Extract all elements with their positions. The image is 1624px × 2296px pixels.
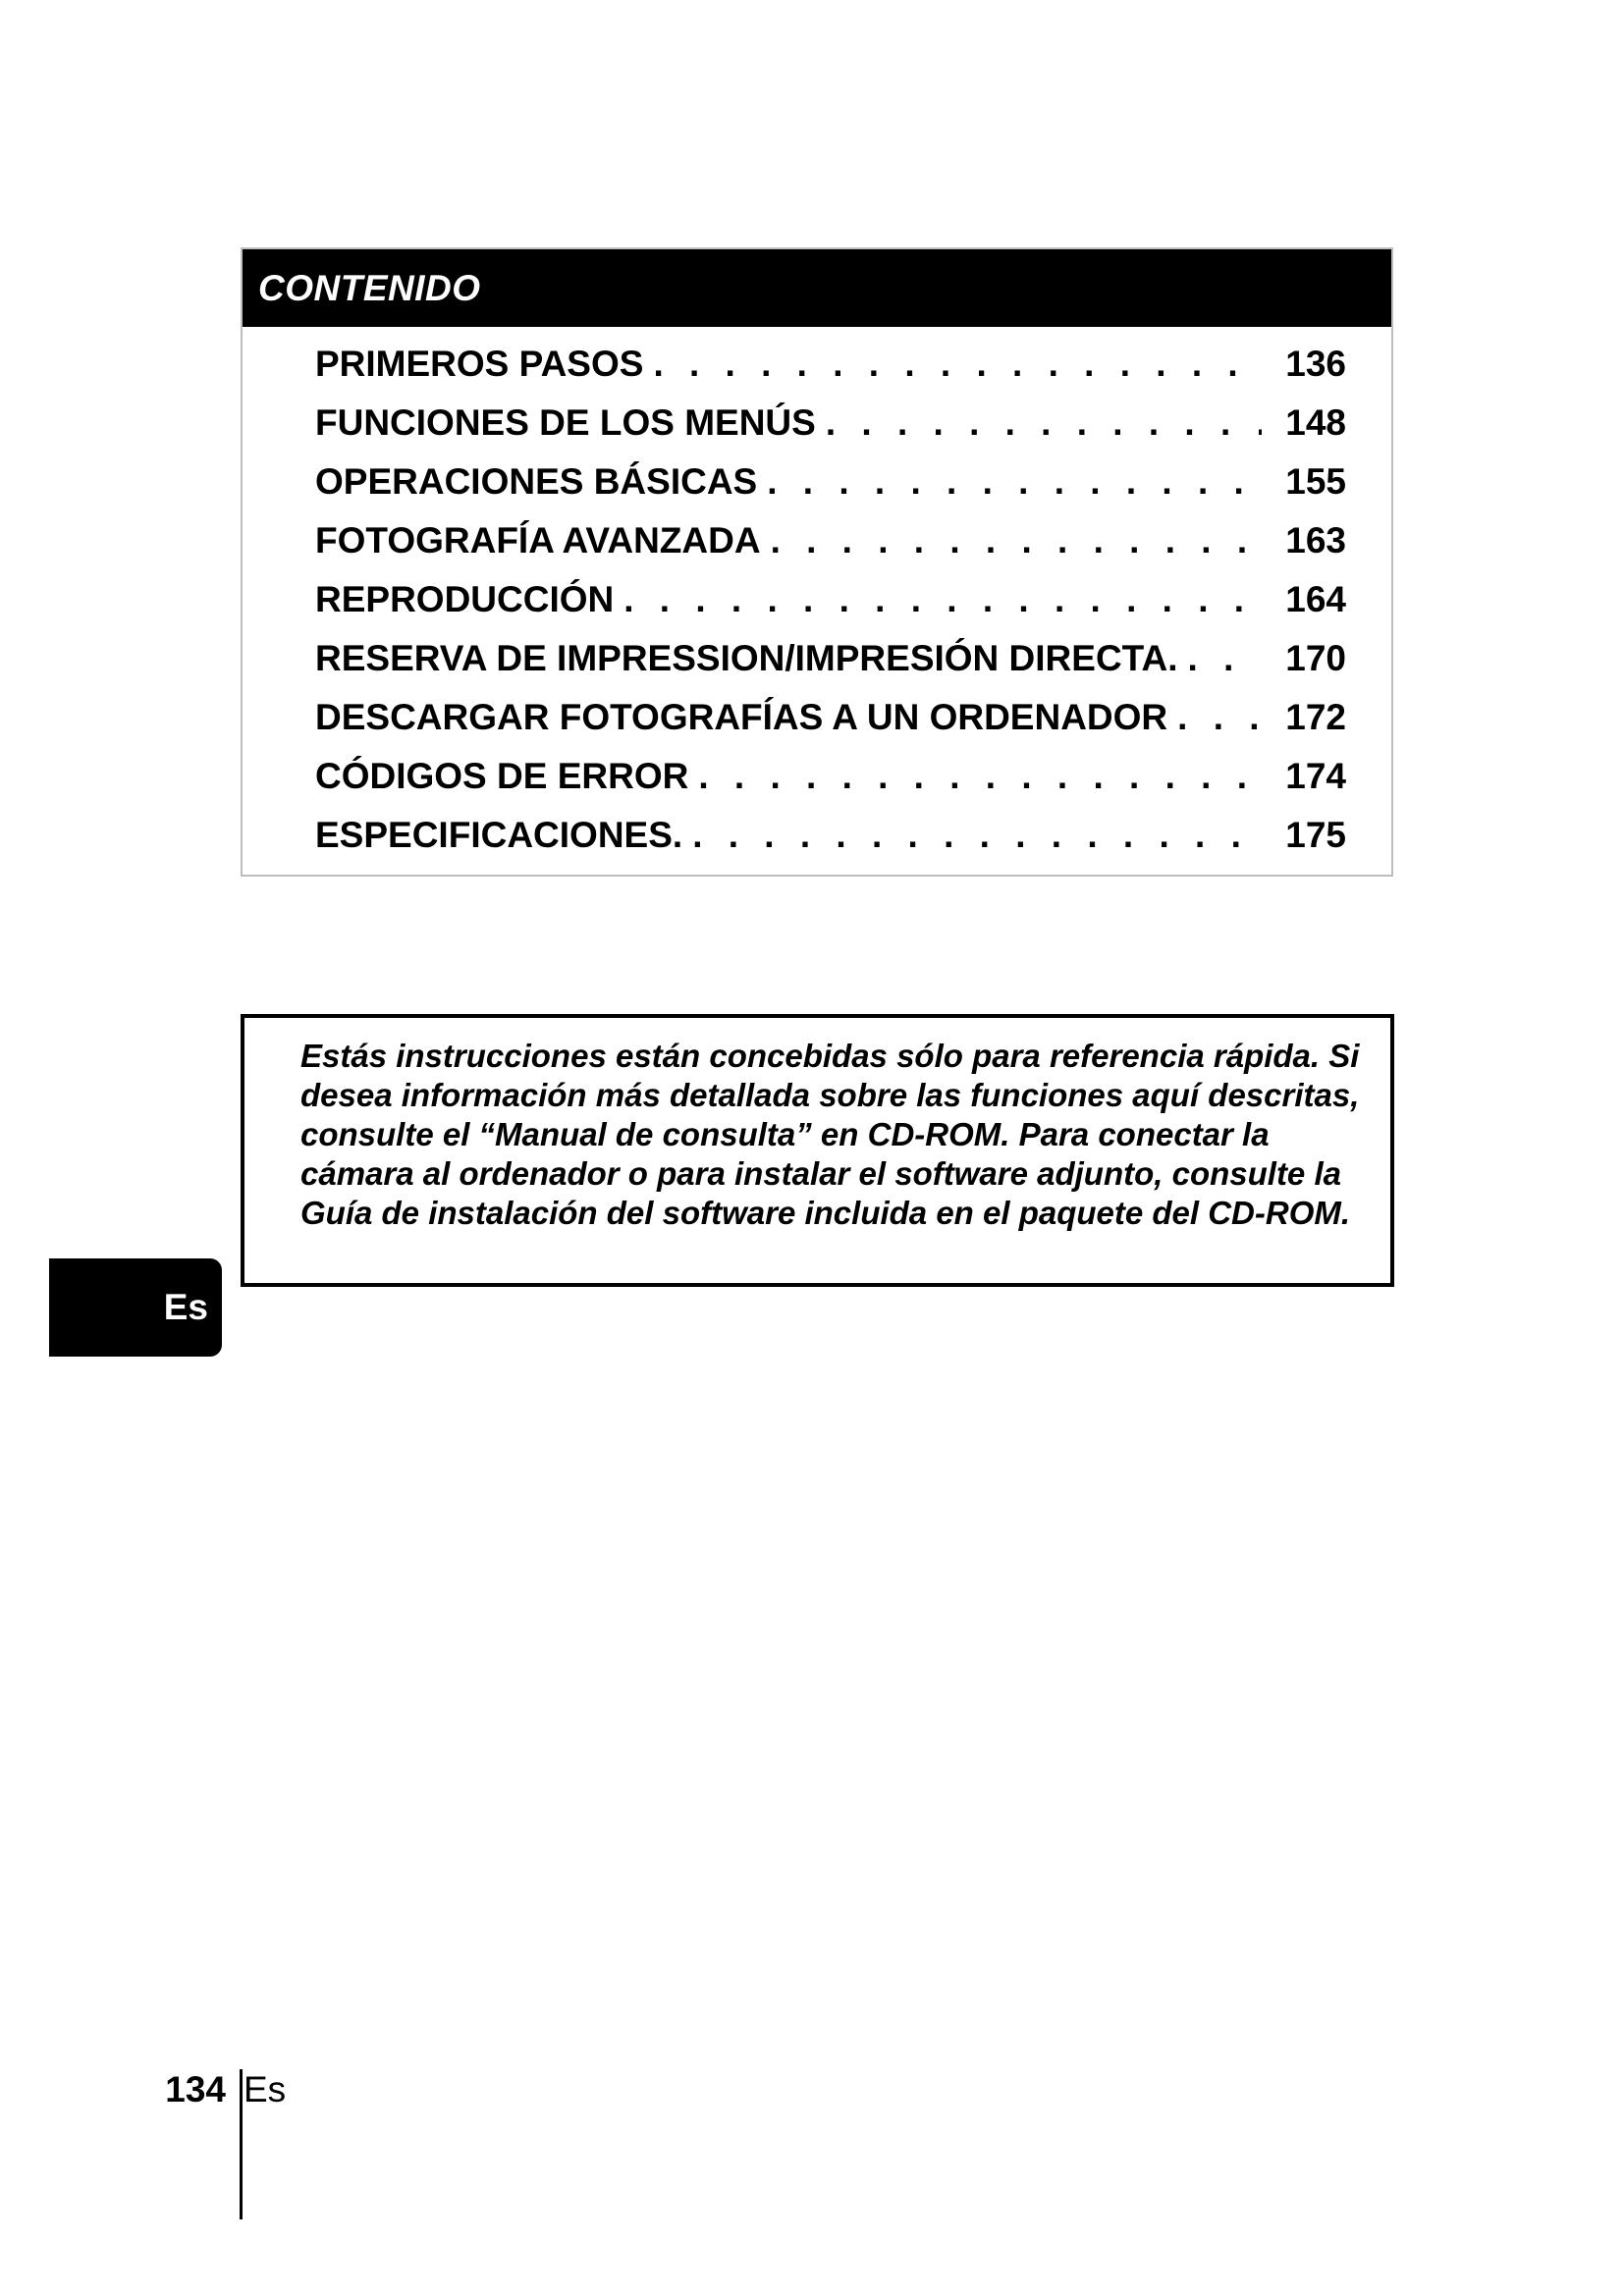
toc-leader-dots <box>1177 697 1262 738</box>
toc-entry-codigos-error[interactable] <box>315 747 1346 806</box>
toc-leader-dots <box>1188 638 1262 679</box>
toc-leader-dots <box>623 579 1262 620</box>
toc-entry-funciones-menus[interactable] <box>315 394 1346 453</box>
toc-entry-fotografia-avanzada[interactable] <box>315 511 1346 570</box>
footer-divider <box>240 2069 243 2219</box>
footer-language: Es <box>244 2069 287 2109</box>
toc-entry-page: 170 <box>1285 638 1346 678</box>
toc-leader-dots <box>771 520 1262 561</box>
language-tab <box>49 1258 222 1357</box>
toc-entry-label: FUNCIONES DE LOS MENÚS <box>315 402 816 443</box>
toc-leader-dots <box>698 756 1262 797</box>
note-text: Estás instrucciones están concebidas sólo para referencia rápida. Si desea información más detallada sobre las funciones aquí descritas, consulte el “Manual de consulta” en CD-ROM. Para conectar la cámara al ordenador o para instalar el software adjunto, consulte la Guía de instalación del software incluida en el paquete del CD-ROM. <box>300 1038 1360 1231</box>
toc-entry-label: CÓDIGOS DE ERROR <box>315 756 689 796</box>
toc-entry-descargar-fotografias[interactable] <box>315 688 1346 747</box>
toc-entry-label: DESCARGAR FOTOGRAFÍAS A UN ORDENADOR <box>315 697 1168 737</box>
toc-entry-reproduccion[interactable] <box>315 570 1346 629</box>
toc-leader-dots <box>767 461 1262 503</box>
toc-entry-label: REPRODUCCIÓN <box>315 579 615 619</box>
toc-entry-page: 172 <box>1285 697 1346 737</box>
toc-leader-dots <box>692 815 1262 856</box>
toc-entry-page: 155 <box>1285 461 1346 502</box>
toc-list <box>315 335 1346 865</box>
language-tab-label: Es <box>163 1287 208 1327</box>
toc-entry-page: 164 <box>1285 579 1346 619</box>
toc-entry-label: FOTOGRAFÍA AVANZADA <box>315 520 761 561</box>
toc-entry-page: 136 <box>1285 344 1346 384</box>
toc-entry-label: RESERVA DE IMPRESSION/IMPRESIÓN DIRECTA. <box>315 638 1178 678</box>
toc-entry-page: 174 <box>1285 756 1346 796</box>
toc-entry-reserva-impresion[interactable] <box>315 629 1346 688</box>
page-number: 134 <box>165 2069 226 2109</box>
toc-leader-dots <box>826 402 1262 444</box>
toc-entry-operaciones-basicas[interactable] <box>315 453 1346 511</box>
toc-entry-label: PRIMEROS PASOS <box>315 344 644 384</box>
toc-entry-especificaciones[interactable] <box>315 806 1346 865</box>
toc-title: CONTENIDO <box>258 268 481 308</box>
table-of-contents <box>241 247 1393 877</box>
toc-entry-label: ESPECIFICACIONES. <box>315 815 683 855</box>
toc-header <box>243 249 1391 327</box>
toc-entry-primeros-pasos[interactable] <box>315 335 1346 394</box>
toc-entry-page: 175 <box>1285 815 1346 855</box>
toc-leader-dots <box>653 344 1262 385</box>
note-box <box>241 1014 1394 1287</box>
toc-entry-label: OPERACIONES BÁSICAS <box>315 461 758 502</box>
toc-entry-page: 148 <box>1285 402 1346 443</box>
toc-entry-page: 163 <box>1285 520 1346 561</box>
